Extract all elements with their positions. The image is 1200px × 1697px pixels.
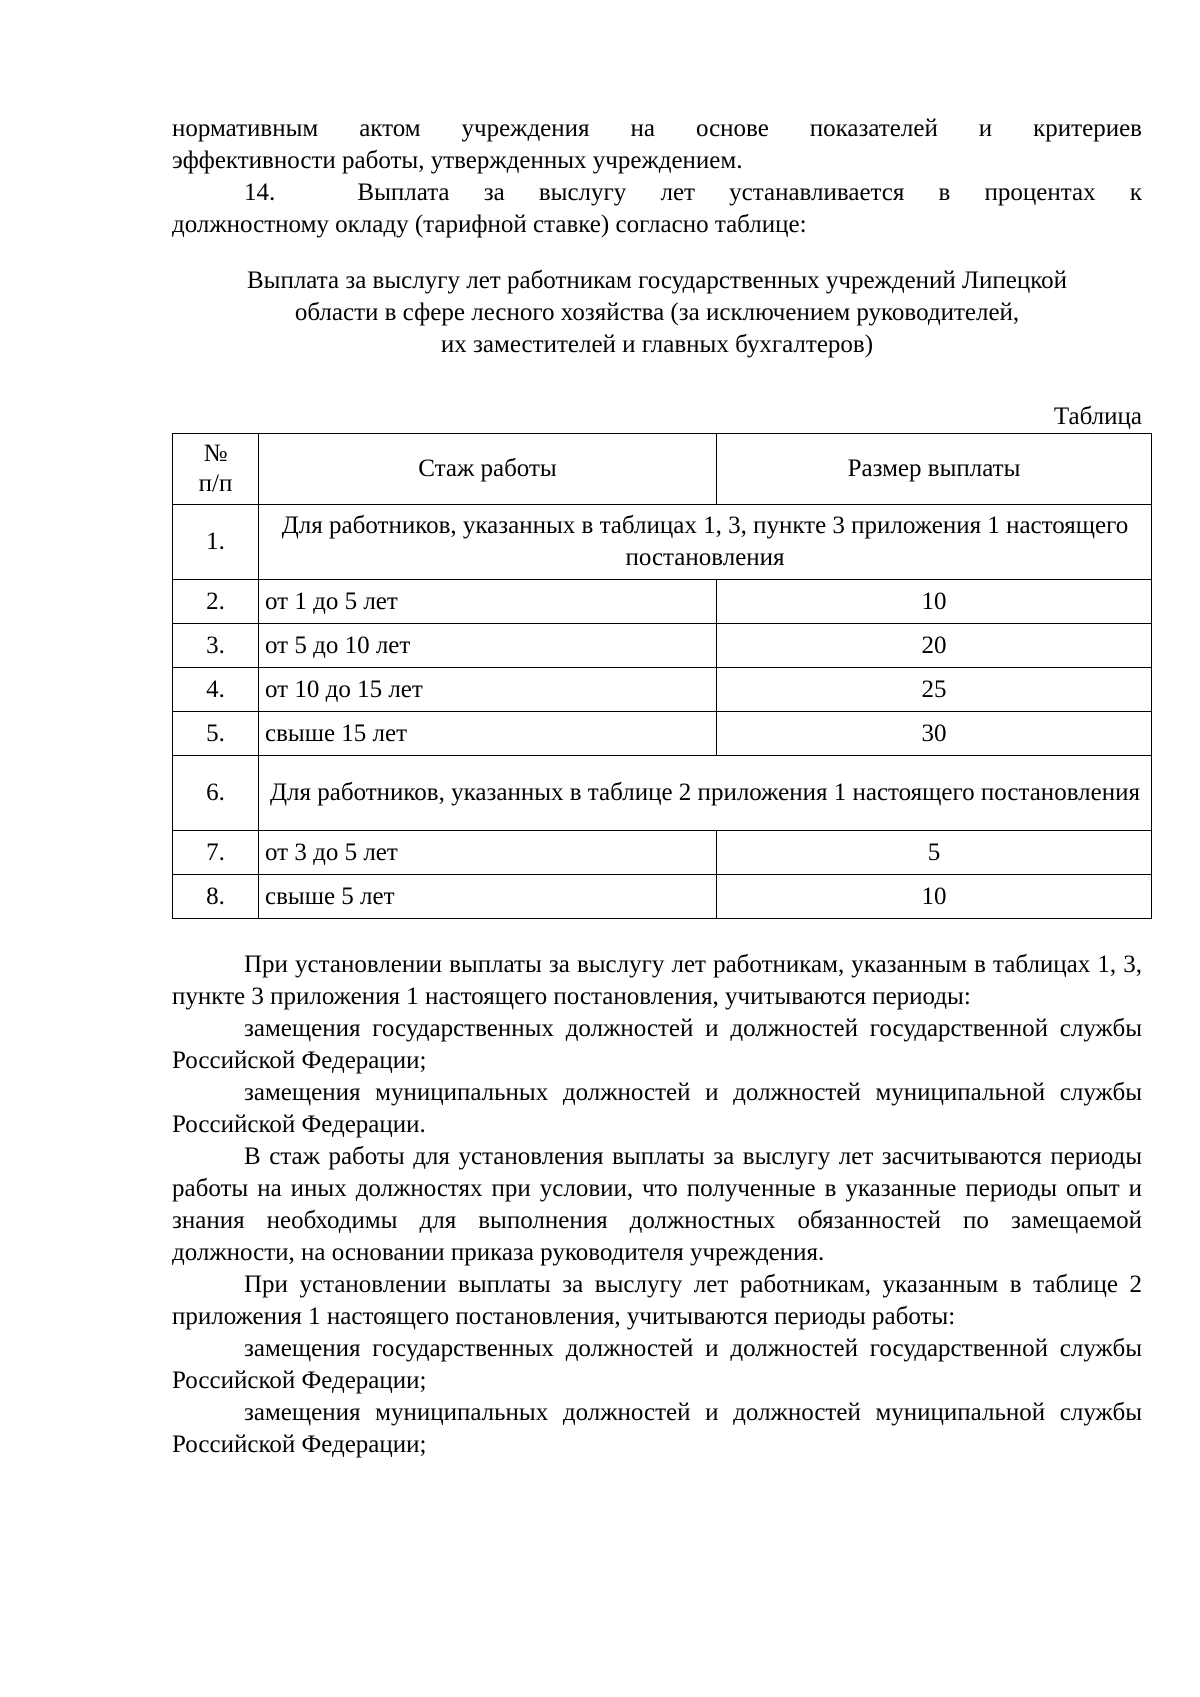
row-razmer: 10 bbox=[717, 875, 1152, 919]
row-stazh: от 3 до 5 лет bbox=[259, 831, 717, 875]
intro-line-1 bbox=[172, 113, 1142, 145]
table-heading bbox=[172, 265, 1142, 361]
row-stazh: от 10 до 15 лет bbox=[259, 668, 717, 712]
item-14-line-2: должностному окладу (тарифной ставке) согласно таблице: bbox=[172, 211, 807, 238]
seniority-table bbox=[172, 433, 1152, 919]
table-row bbox=[173, 712, 1152, 756]
intro-word: основе bbox=[695, 115, 769, 142]
paragraph: замещения государственных должностей и должностей государственной службы Российской Федерации; bbox=[172, 1335, 1142, 1394]
intro-line-2: эффективности работы, утвержденных учреждением. bbox=[172, 147, 743, 174]
header-num-label: п/п bbox=[198, 470, 233, 497]
document-page bbox=[172, 113, 1142, 1461]
item-14-word: процентах bbox=[984, 179, 1096, 206]
row-stazh: свыше 5 лет bbox=[259, 875, 717, 919]
row-stazh: от 1 до 5 лет bbox=[259, 580, 717, 624]
intro-word: показателей bbox=[809, 115, 938, 142]
table-heading-line-1: Выплата за выслугу лет работникам государственных учреждений Липецкой bbox=[246, 267, 1068, 294]
item-14-word: лет bbox=[660, 179, 695, 206]
item-14-word: выслугу bbox=[538, 179, 627, 206]
row-num: 2. bbox=[173, 580, 259, 624]
intro-word: учреждения bbox=[461, 115, 590, 142]
row-razmer: 10 bbox=[717, 580, 1152, 624]
table-row bbox=[173, 875, 1152, 919]
intro-word: актом bbox=[359, 115, 421, 142]
row-num: 1. bbox=[173, 505, 259, 580]
row-num: 4. bbox=[173, 668, 259, 712]
header-num-symbol: № bbox=[203, 440, 228, 467]
body-text bbox=[172, 949, 1142, 1461]
row-razmer: 30 bbox=[717, 712, 1152, 756]
table-row bbox=[173, 624, 1152, 668]
intro-word: на bbox=[630, 115, 655, 142]
row-num: 7. bbox=[173, 831, 259, 875]
paragraph: При установлении выплаты за выслугу лет работникам, указанным в таблицах 1, 3, пункте 3 приложения 1 настоящего постановления, учитываются периоды: bbox=[172, 951, 1142, 1010]
paragraph: замещения муниципальных должностей и должностей муниципальной службы Российской Федерации. bbox=[172, 1079, 1142, 1138]
table-caption: Таблица bbox=[1053, 403, 1142, 430]
header-num-cell bbox=[173, 434, 259, 505]
row-stazh: от 5 до 10 лет bbox=[259, 624, 717, 668]
intro-word: нормативным bbox=[172, 115, 319, 142]
table-header-row bbox=[173, 434, 1152, 505]
paragraph: При установлении выплаты за выслугу лет работникам, указанным в таблице 2 приложения 1 настоящего постановления, учитываются периоды работы: bbox=[172, 1271, 1142, 1330]
table-heading-line-3: их заместителей и главных бухгалтеров) bbox=[440, 331, 874, 358]
table-row bbox=[173, 668, 1152, 712]
table-row bbox=[173, 580, 1152, 624]
item-14-word: Выплата bbox=[357, 179, 450, 206]
item-14-word: в bbox=[938, 179, 951, 206]
item-14-word: за bbox=[483, 179, 505, 206]
row-num: 5. bbox=[173, 712, 259, 756]
header-stazh-cell: Стаж работы bbox=[259, 434, 717, 505]
row-num: 8. bbox=[173, 875, 259, 919]
intro-word: и bbox=[978, 115, 993, 142]
group-label: Для работников, указанных в таблице 2 приложения 1 настоящего постановления bbox=[259, 756, 1152, 831]
header-razmer-cell: Размер выплаты bbox=[717, 434, 1152, 505]
row-num: 3. bbox=[173, 624, 259, 668]
paragraph: В стаж работы для установления выплаты за выслугу лет засчитываются периоды работы на иных должностях при условии, что полученные в указанные периоды опыт и знания необходимы для выполнения должностных обязанностей по замещаемой должности, на основании приказа руководителя учреждения. bbox=[172, 1143, 1142, 1266]
item-14-word: к bbox=[1129, 179, 1142, 206]
paragraph: замещения муниципальных должностей и должностей муниципальной службы Российской Федерации; bbox=[172, 1399, 1142, 1458]
intro-word: критериев bbox=[1033, 115, 1142, 142]
row-stazh: свыше 15 лет bbox=[259, 712, 717, 756]
item-14-line-1 bbox=[172, 177, 1142, 209]
table-row bbox=[173, 505, 1152, 580]
row-razmer: 25 bbox=[717, 668, 1152, 712]
item-14-number: 14. bbox=[244, 179, 276, 206]
row-razmer: 20 bbox=[717, 624, 1152, 668]
table-row bbox=[173, 831, 1152, 875]
paragraph: замещения государственных должностей и должностей государственной службы Российской Федерации; bbox=[172, 1015, 1142, 1074]
group-label: Для работников, указанных в таблицах 1, 3, пункте 3 приложения 1 настоящего постановления bbox=[259, 505, 1152, 580]
item-14-word: устанавливается bbox=[729, 179, 905, 206]
table-row bbox=[173, 756, 1152, 831]
table-heading-line-2: области в сфере лесного хозяйства (за исключением руководителей, bbox=[294, 299, 1020, 326]
row-razmer: 5 bbox=[717, 831, 1152, 875]
row-num: 6. bbox=[173, 756, 259, 831]
